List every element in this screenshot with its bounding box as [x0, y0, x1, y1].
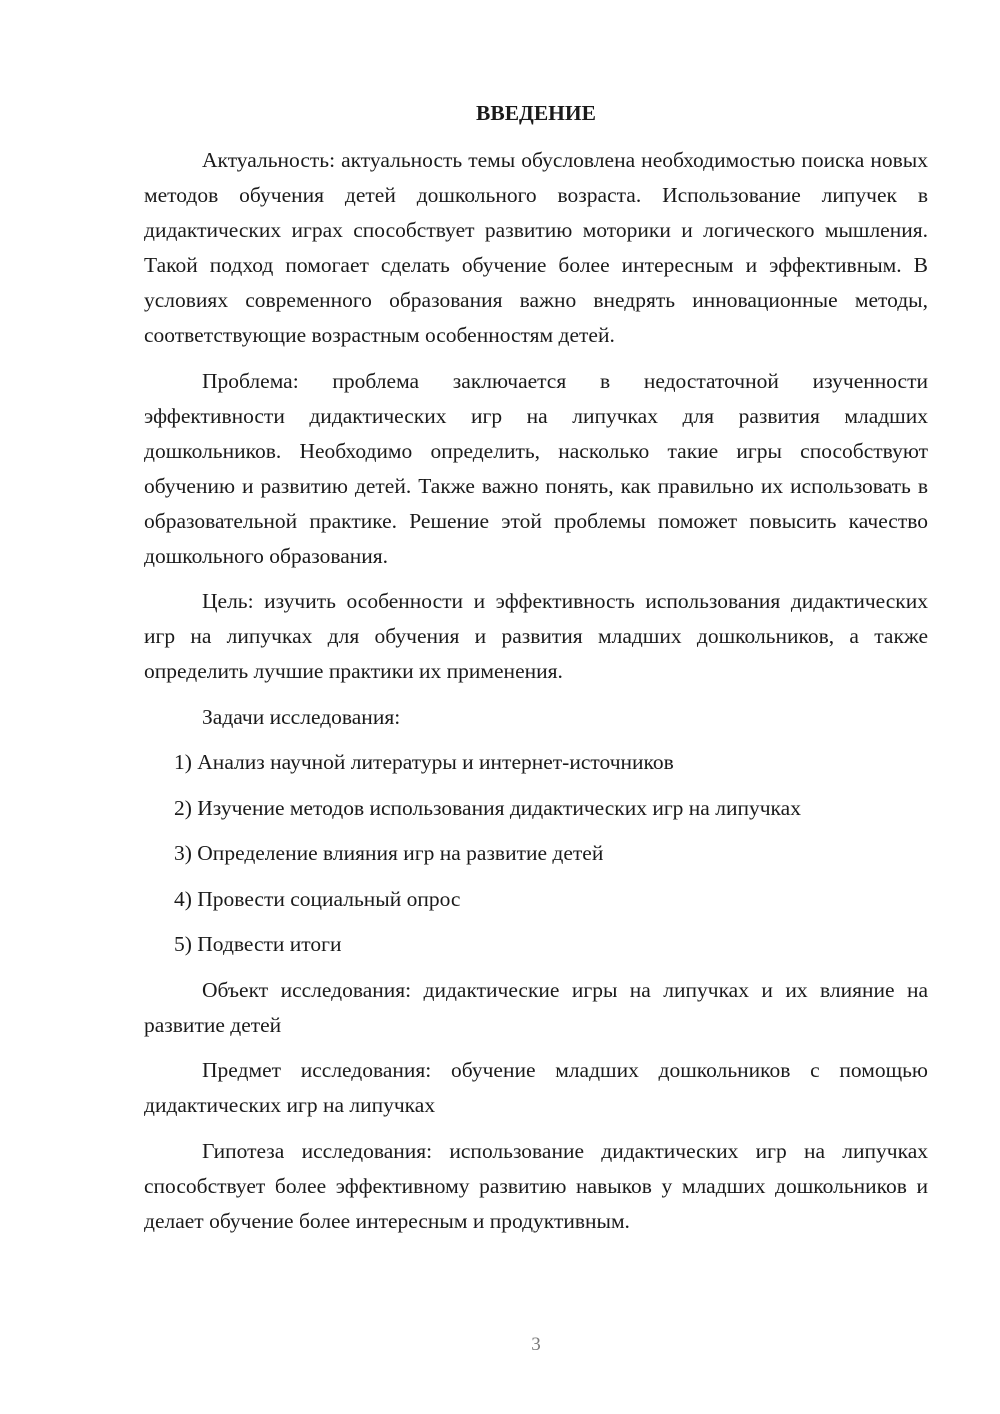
section-title: ВВЕДЕНИЕ	[476, 101, 596, 125]
relevance-paragraph: Актуальность: актуальность темы обусловлена необходимостью поиска новых методов обучения детей дошкольного возраста. Использование липучек в дидактических играх способствует развитию моторики и логического мышления. Такой подход помогает сделать обучение более интересным и эффективным. В условиях современного образования важно внедрять инновационные методы, соответствующие возрастным особенностям детей.	[144, 148, 928, 347]
page-number: 3	[531, 1334, 541, 1355]
page-content	[144, 96, 928, 1249]
task-item: 5) Подвести итоги	[174, 932, 342, 956]
tasks-list	[144, 745, 928, 962]
tasks-heading: Задачи исследования:	[202, 704, 401, 729]
subject-paragraph: Предмет исследования: обучение младших дошкольников с помощью дидактических игр на липучках	[144, 1058, 928, 1117]
hypothesis-paragraph: Гипотеза исследования: использование дидактических игр на липучках способствует более эффективному развитию навыков у младших дошкольников и делает обучение более интересным и продуктивным.	[144, 1138, 928, 1233]
object-paragraph: Объект исследования: дидактические игры на липучках и их влияние на развитие детей	[144, 977, 928, 1037]
goal-paragraph: Цель: изучить особенности и эффективность использования дидактических игр на липучках для обучения и развития младших дошкольников, а также определить лучшие практики их применения.	[144, 589, 928, 683]
task-item: 4) Провести социальный опрос	[174, 886, 461, 911]
task-item: 3) Определение влияния игр на развитие детей	[174, 841, 604, 865]
task-item: 1) Анализ научной литературы и интернет-источников	[174, 750, 674, 774]
problem-paragraph: Проблема: проблема заключается в недостаточной изученности эффективности дидактических игр на липучках для развития младших дошкольников. Необходимо определить, насколько такие игры способствуют обучению и развитию детей. Также важно понять, как правильно их использовать в образовательной практике. Решение этой проблемы поможет повысить качество дошкольного образования.	[144, 368, 928, 568]
task-item: 2) Изучение методов использования дидактических игр на липучках	[174, 795, 801, 820]
